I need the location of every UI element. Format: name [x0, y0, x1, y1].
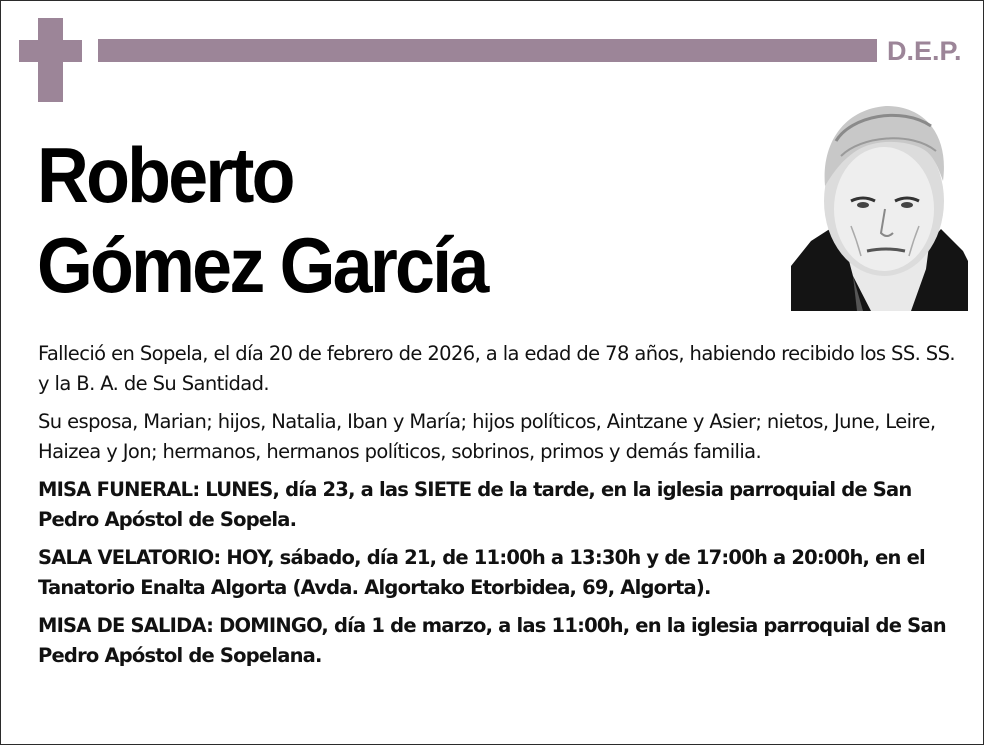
obituary-body — [38, 339, 968, 679]
wake-info: SALA VELATORIO: HOY, sábado, día 21, de 11:00h a 13:30h y de 17:00h a 20:00h, en el Tanatorio Enalta Algorta (Avda. Algortako Etorbidea, 69, Algorta). — [38, 546, 925, 599]
departure-mass-info: MISA DE SALIDA: DOMINGO, día 1 de marzo, a las 11:00h, en la iglesia parroquial de San Pedro Apóstol de Sopelana. — [38, 614, 946, 667]
funeral-mass-info: MISA FUNERAL: LUNES, día 23, a las SIETE de la tarde, en la iglesia parroquial de San Pedro Apóstol de Sopela. — [38, 478, 912, 531]
deceased-photo — [791, 101, 968, 311]
cross-icon-arm — [19, 40, 82, 62]
dep-label: D.E.P. — [887, 36, 962, 66]
portrait-icon — [791, 101, 968, 311]
deceased-surnames: Gómez García — [37, 221, 487, 309]
death-notice: Falleció en Sopela, el día 20 de febrero de 2026, a la edad de 78 años, habiendo recibido los SS. SS. y la B. A. de Su Santidad. — [38, 342, 955, 395]
family-list: Su esposa, Marian; hijos, Natalia, Iban y María; hijos políticos, Aintzane y Asier; nietos, June, Leire, Haizea y Jon; hermanos, hermanos políticos, sobrinos, primos y demás familia. — [38, 410, 936, 463]
deceased-first-name: Roberto — [37, 131, 293, 219]
header-bar — [98, 39, 877, 62]
